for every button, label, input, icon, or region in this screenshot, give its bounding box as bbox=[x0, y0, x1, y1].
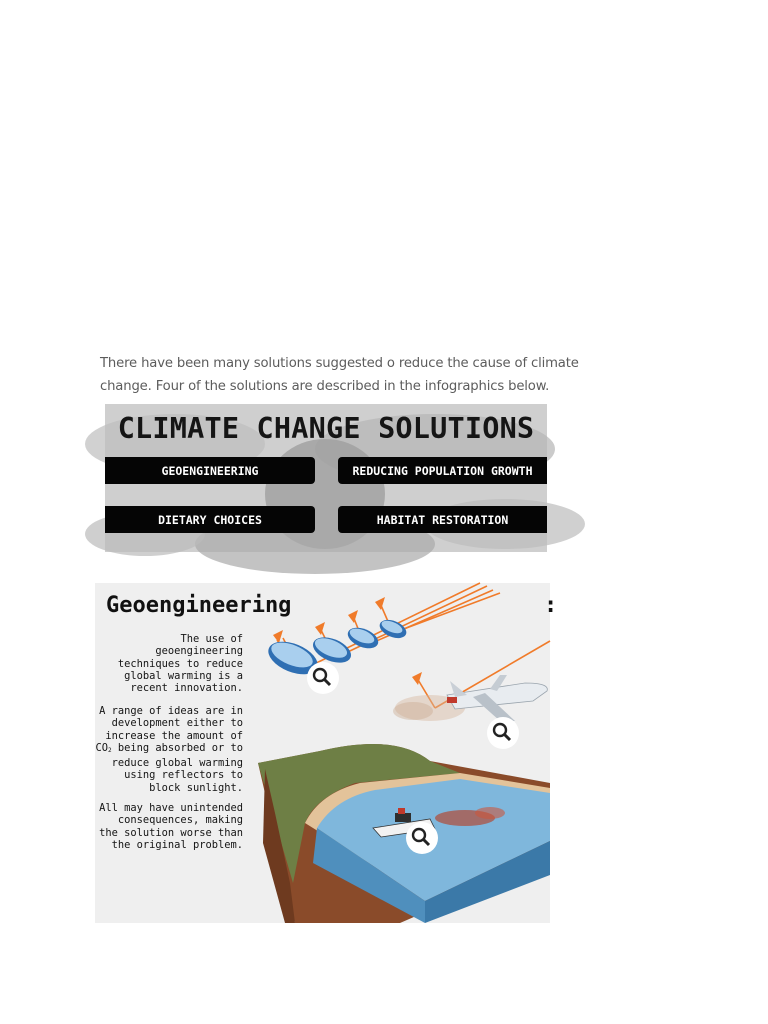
text-line: techniques to reduce bbox=[117, 657, 243, 670]
intro-line-2: change. Four of the solutions are described in the infographics below. bbox=[100, 379, 550, 394]
text-line: reduce global warming bbox=[111, 757, 243, 770]
text-line: development either to bbox=[111, 717, 243, 730]
geoengineering-infographic bbox=[95, 583, 558, 923]
habitat-restoration-button[interactable]: HABITAT RESTORATION bbox=[338, 506, 547, 533]
geo-paragraph-1 bbox=[83, 633, 243, 694]
co2-subscript: 2 bbox=[108, 746, 112, 754]
text-line: global warming is a bbox=[124, 669, 243, 682]
clipped-glyph: : bbox=[544, 593, 558, 618]
text-line bbox=[83, 742, 243, 757]
text-line: increase the amount of bbox=[105, 729, 243, 742]
text-line: the original problem. bbox=[111, 838, 243, 851]
text-line: The use of bbox=[180, 633, 243, 645]
magnifier-icon bbox=[406, 822, 438, 854]
geo-paragraph-2 bbox=[83, 705, 243, 794]
intro-line-1: There have been many solutions suggested o reduce the cause of climate bbox=[100, 356, 579, 371]
geo-paragraph-3 bbox=[83, 802, 243, 851]
text-line: All may have unintended bbox=[99, 802, 243, 814]
text-line: the solution worse than bbox=[99, 826, 243, 839]
population-growth-button[interactable]: REDUCING POPULATION GROWTH bbox=[338, 457, 547, 484]
text-line: geoengineering bbox=[155, 645, 243, 658]
text-line: A range of ideas are in bbox=[99, 705, 243, 717]
banner-title: CLIMATE CHANGE SOLUTIONS bbox=[117, 412, 535, 445]
magnifier-icon bbox=[307, 662, 339, 694]
text-line: recent innovation. bbox=[130, 682, 243, 695]
text-line: block sunlight. bbox=[149, 781, 243, 794]
dietary-choices-button[interactable]: DIETARY CHOICES bbox=[105, 506, 315, 533]
text-fragment: being absorbed or to bbox=[111, 741, 243, 754]
geoengineering-title: Geoengineering bbox=[106, 593, 292, 618]
co2-text: CO bbox=[95, 741, 108, 754]
text-line: consequences, making bbox=[117, 814, 243, 827]
text-line: using reflectors to bbox=[124, 769, 243, 782]
magnifier-icon bbox=[487, 717, 519, 749]
intro-text bbox=[100, 352, 579, 398]
climate-solutions-banner bbox=[105, 404, 547, 552]
geoengineering-button[interactable]: GEOENGINEERING bbox=[105, 457, 315, 484]
